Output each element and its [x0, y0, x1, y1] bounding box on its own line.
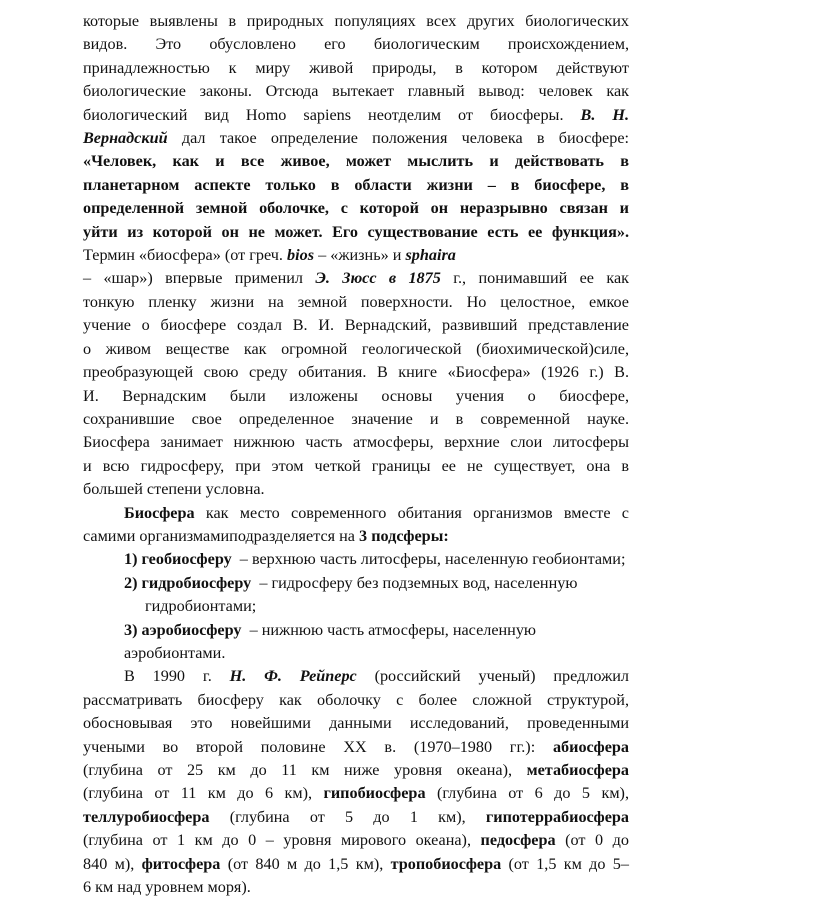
text-line: рассматривать биосферу как оболочку с более сложной структурой, [83, 690, 629, 709]
text-line: видов. Это обусловлено его биологическим происхождением, [83, 35, 629, 54]
text-line: Биосфера как место современного обитания организмов вместе с [124, 503, 629, 522]
text-line: самими организмамиподразделяется на 3 подсферы: [83, 526, 449, 545]
text-line: преобразующей свою среду обитания. В книге «Биосфера» (1926 г.) В. [83, 363, 629, 382]
text-line: (глубина от 25 км до 11 км ниже уровня океана), метабиосфера [83, 761, 629, 779]
quote-line: уйти из которой он не может. Его существование есть ее функция». [83, 222, 629, 241]
text-line: которые выявлены в природных популяциях всех других биологических [83, 12, 629, 30]
quote-line: «Человек, как и все живое, может мыслить и действовать в [83, 152, 629, 171]
text-line: учение о биосфере создал В. И. Вернадский, развивший представление [83, 316, 629, 335]
text-line: (глубина от 1 км до 0 – уровня мирового океана), педосфера (от 0 до [83, 831, 630, 850]
list-item: 2) гидробиосферу – гидросферу без подземных вод, населенную [124, 573, 578, 592]
text-line: учеными во второй половине XX в. (1970–1980 гг.): абиосфера [83, 737, 629, 756]
quote-line: определенной земной оболочке, с которой он неразрывно связан и [83, 199, 629, 218]
text-line: Вернадский дал такое определение положения человека в биосфере: [83, 129, 629, 148]
text-line: Термин «биосфера» (от греч. bios – «жизнь» и sphaira [83, 246, 456, 265]
text-line: о живом веществе как огромной геологической (биохимической)силе, [83, 339, 629, 358]
text-line: большей степени условна. [83, 480, 265, 499]
text-line: – «шар») впервые применил Э. Зюсс в 1875 г., понимавший ее как [83, 269, 630, 288]
text-line: тонкую пленку жизни на земной поверхности. Но целостное, емкое [83, 292, 629, 311]
text-line: принадлежностью к миру живой природы, в котором действуют [83, 58, 629, 77]
document-page [83, 10, 629, 899]
text-line: Биосфера занимает нижнюю часть атмосферы, верхние слои литосферы [83, 433, 629, 452]
list-item-continuation: гидробионтами; [145, 597, 257, 616]
text-line: биологический вид Homo sapiens неотделим от биосферы. В. Н. [83, 105, 630, 124]
text-line: обосновывая это новейшими данными исследований, проведенными [83, 714, 629, 733]
text-line: 6 км над уровнем моря). [83, 878, 251, 897]
list-item: 3) аэробиосферу – нижнюю часть атмосферы, населенную аэробионтами. [124, 620, 537, 662]
text-line: и всю гидросферу, при этом четкой границы ее не существует, она в [83, 456, 629, 475]
text-line: 840 м), фитосфера (от 840 м до 1,5 км), тропобиосфера (от 1,5 км до 5– [83, 854, 629, 873]
quote-line: планетарном аспекте только в области жизни – в биосфере, в [83, 175, 629, 194]
text-line: В 1990 г. Н. Ф. Рейперс (российский ученый) предложил [124, 667, 630, 686]
text-line: И. Вернадским были изложены основы учения о биосфере, [83, 386, 629, 405]
text-line: биологические законы. Отсюда вытекает главный вывод: человек как [83, 82, 629, 101]
text-line: сохранившие свое определенное значение и в современной науке. [83, 409, 629, 428]
text-line: теллуробиосфера (глубина от 5 до 1 км), гипотеррабиосфера [83, 807, 630, 826]
text-line: (глубина от 11 км до 6 км), гипобиосфера (глубина от 6 до 5 км), [83, 784, 629, 803]
list-item: 1) геобиосферу – верхнюю часть литосферы, населенную геобионтами; [124, 550, 626, 569]
